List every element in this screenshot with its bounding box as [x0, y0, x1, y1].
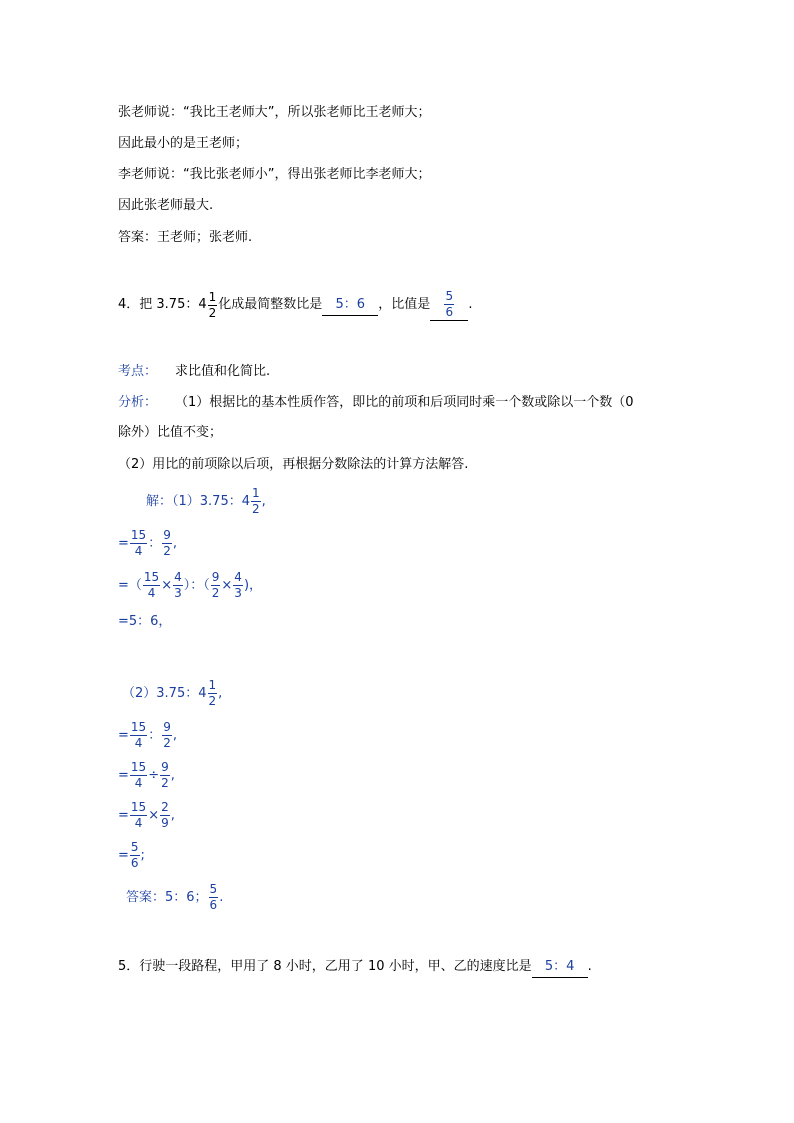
q4-middle2: ，比值是 — [378, 297, 431, 312]
solution-answer: 答案：5：6； $\frac{5}{6}$ . — [126, 882, 224, 912]
fraction: $\frac{1}{2}$ — [252, 486, 260, 516]
solution-2-line-4: = $\frac{15}{4}$ × $\frac{2}{9}$ , — [118, 800, 175, 830]
q4-answer-blank-1: 5：6 — [322, 295, 378, 316]
solution-2-line-5: = $\frac{5}{6}$ ; — [118, 840, 145, 870]
kaodian-text: 求比值和化简比. — [175, 364, 271, 379]
fenxi-line-1 — [118, 393, 634, 413]
solution-2-line-2: = $\frac{15}{4}$ ： $\frac{9}{2}$ , — [118, 720, 177, 750]
question-5 — [118, 957, 592, 978]
sol3-line-2: 因此最小的是王老师； — [118, 136, 249, 151]
q4-prefix: 4．把 3.75： — [118, 297, 199, 312]
solution-1-line-1: 解：（1）3.75：4 $\frac{1}{2}$ , — [146, 486, 266, 516]
kaodian-label: 考点： — [118, 364, 158, 379]
q4-mixed-number — [198, 290, 218, 321]
sol3-line-3: 李老师说：“我比张老师小”，得出张老师比李老师大； — [118, 167, 431, 182]
sol3-answer: 答案：王老师；张老师. — [118, 230, 253, 245]
solution-1-line-3: =（ $\frac{15}{4}$ × $\frac{4}{3}$ ）：（ $\frac{9}{2}$ × $\frac{4}{3}$ )， — [118, 570, 263, 600]
q4-answer-blank-2: $\frac{5}{6}$ — [430, 289, 468, 321]
question-4 — [118, 289, 472, 321]
fenxi-line-2: 除外）比值不变； — [118, 425, 223, 440]
fenxi-line-3: （2）用比的前项除以后项，再根据分数除法的计算方法解答. — [118, 457, 469, 472]
q4-middle: 化成最简整数比是 — [218, 297, 323, 312]
solution-1-line-4: =5：6， — [118, 614, 172, 629]
fenxi-text-1: （1）根据比的基本性质作答，即比的前项和后项同时乘一个数或除以一个数（0 — [175, 395, 634, 410]
q5-answer-blank: 5：4 — [532, 957, 588, 978]
solution-2-line-3: = $\frac{15}{4}$ ÷ $\frac{9}{2}$ , — [118, 760, 175, 790]
sol3-line-4: 因此张老师最大. — [118, 198, 214, 213]
sol3-line-1: 张老师说：“我比王老师大”，所以张老师比王老师大； — [118, 105, 431, 120]
solution-2-line-1: （2）3.75：4 $\frac{1}{2}$ , — [122, 678, 223, 708]
kaodian-line — [118, 362, 270, 382]
q4-fraction: $\frac{1}{2}$ — [208, 289, 217, 320]
q4-whole: 4 — [198, 297, 207, 312]
q4-suffix: . — [468, 297, 473, 312]
solution-1-line-2: = $\frac{15}{4}$ ： $\frac{9}{2}$ , — [118, 528, 177, 558]
q5-suffix: . — [587, 959, 592, 974]
fenxi-label: 分析： — [118, 395, 158, 410]
q5-prefix: 5．行驶一段路程，甲用了 8 小时，乙用了 10 小时，甲、乙的速度比是 — [118, 959, 532, 974]
